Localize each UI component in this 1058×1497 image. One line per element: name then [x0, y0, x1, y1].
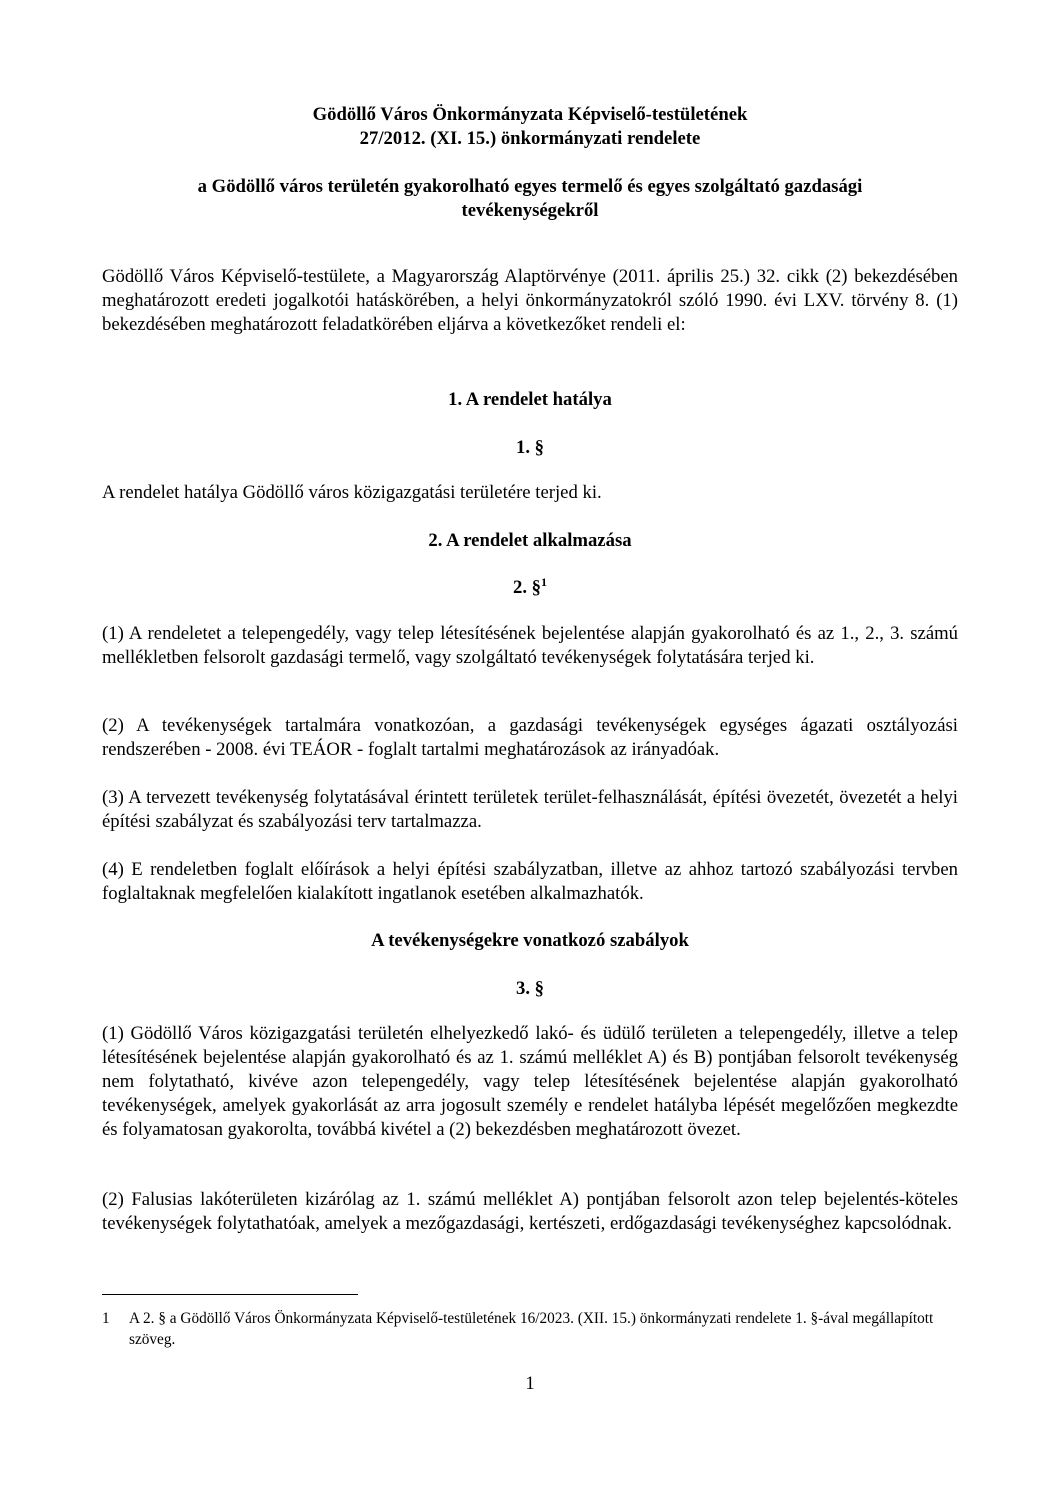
section-2-para-4: (4) E rendeletben foglalt előírások a helyi építési szabályzatban, illetve az ahhoz tartozó szabályozási tervben foglaltaknak megfelelően kialakított ingatlanok esetében alkalmazhatók.	[102, 859, 958, 904]
footnote-1	[102, 1308, 958, 1350]
section-2-para-3: (3) A tervezett tevékenység folytatásával érintett területek terület-felhasználását, építési övezetét, övezetét a helyi építési szabályzat és szabályozási terv tartalmazza.	[102, 787, 958, 832]
page-number: 1	[525, 1373, 535, 1394]
subtitle-line-1: a Gödöllő város területén gyakorolható egyes termelő és egyes szolgáltató gazdasági	[197, 176, 863, 197]
section-2-para-2: (2) A tevékenységek tartalmára vonatkozóan, a gazdasági tevékenységek egységes ágazati osztályozási rendszerében - 2008. évi TEÁOR - foglalt tartalmi meghatározások az irányadóak.	[102, 715, 958, 760]
section-2-paragraph-sign: 2. §	[512, 577, 542, 598]
footnote-1-number: 1	[102, 1310, 110, 1327]
subtitle-line-2: tevékenységekről	[461, 200, 599, 221]
section-1-heading: 1. A rendelet hatálya	[448, 389, 612, 410]
section-2-heading: 2. A rendelet alkalmazása	[428, 530, 632, 551]
footnote-separator	[102, 1294, 358, 1295]
document-subtitle	[102, 175, 958, 223]
section-3-para-2: (2) Falusias lakóterületen kizárólag az 1. számú melléklet A) pontjában felsorolt azon telep bejelentés-köteles tevékenységek folytathatóak, amelyek a mezőgazdasági, kertészeti, erdőgazdasági tevékenységhez kapcsolódnak.	[102, 1189, 958, 1234]
title-line-1: Gödöllő Város Önkormányzata Képviselő-testületének	[312, 104, 748, 125]
preamble: Gödöllő Város Képviselő-testülete, a Magyarország Alaptörvénye (2011. április 25.) 32. cikk (2) bekezdésében meghatározott eredeti jogalkotói hatáskörében, a helyi önkormányzatokról szóló 1990. évi LXV. törvény 8. (1) bekezdésében meghatározott feladatkörében eljárva a következőket rendeli el:	[102, 266, 958, 335]
title-line-2: 27/2012. (XI. 15.) önkormányzati rendelete	[359, 128, 701, 149]
section-1-paragraph-sign: 1. §	[515, 437, 545, 458]
section-2-para-1: (1) A rendeletet a telepengedély, vagy telep létesítésének bejelentése alapján gyakorolható és az 1., 2., 3. számú mellékletben felsorolt gazdasági termelő, vagy szolgáltató tevékenységek folytatására terjed ki.	[102, 623, 958, 668]
section-3-paragraph-sign: 3. §	[515, 978, 545, 999]
footnote-1-text: A 2. § a Gödöllő Város Önkormányzata Képviselő-testületének 16/2023. (XII. 15.) önkormányzati rendelete 1. §-ával megállapított szöveg.	[129, 1310, 934, 1348]
footnote-ref-1[interactable]: 1	[541, 574, 548, 589]
section-3-para-1: (1) Gödöllő Város közigazgatási területén elhelyezkedő lakó- és üdülő területen a telepengedély, illetve a telep létesítésének bejelentése alapján gyakorolható és az 1. számú melléklet A) és B) pontjában felsorolt tevékenység nem folytatható, kivéve azon telepengedély, vagy telep létesítésének bejelentése alapján gyakorolható tevékenységek, amelyek gyakorlását az arra jogosult személy e rendelet hatályba lépését megelőzően megkezdte és folyamatosan gyakorolta, továbbá kivétel a (2) bekezdésben meghatározott övezet.	[102, 1023, 958, 1140]
section-3-heading: A tevékenységekre vonatkozó szabályok	[371, 930, 689, 951]
document-title	[102, 103, 958, 151]
section-2-paragraph-sign-wrapper	[102, 576, 958, 600]
section-1-para-1: A rendelet hatálya Gödöllő város közigazgatási területére terjed ki.	[102, 482, 602, 503]
